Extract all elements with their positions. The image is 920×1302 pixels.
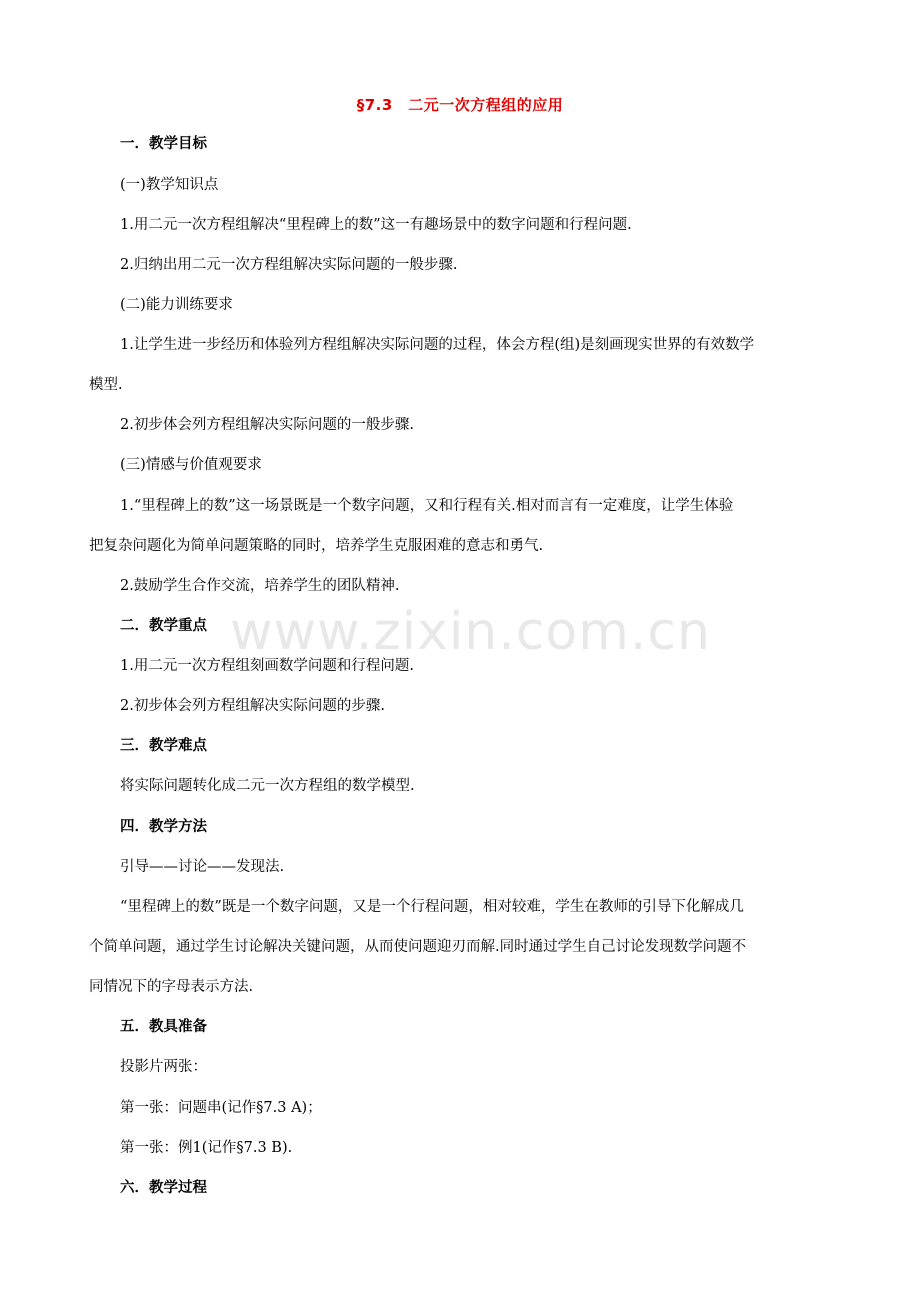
paragraph-line: 将实际问题转化成二元一次方程组的数学模型. [120,778,415,794]
paragraph-line: 1.“里程碑上的数”这一场景既是一个数字问题，又和行程有关.相对而言有一定难度，让学生体验 [120,498,734,514]
paragraph-line: 第一张：例1(记作§7.3 B). [120,1140,293,1156]
subheading-ability-requirements: (二)能力训练要求 [120,297,233,313]
subheading-emotion-values: (三)情感与价值观要求 [120,457,262,473]
paragraph-line: 模型. [89,377,123,393]
section-heading-teaching-process: 六．教学过程 [120,1180,207,1196]
paragraph-line: 2.初步体会列方程组解决实际问题的一般步骤. [120,417,414,433]
paragraph-line: 2.归纳出用二元一次方程组解决实际问题的一般步骤. [120,257,458,273]
paragraph-line: 1.让学生进一步经历和体验列方程组解决实际问题的过程，体会方程(组)是刻画现实世界的有效数学 [120,337,755,353]
paragraph-line: 同情况下的字母表示方法. [89,979,254,995]
paragraph-line: 2.鼓励学生合作交流，培养学生的团队精神. [120,578,400,594]
paragraph-line: 1.用二元一次方程组解决“里程碑上的数”这一有趣场景中的数字问题和行程问题. [120,217,632,233]
paragraph-line: 第一张：问题串(记作§7.3 A)； [120,1100,322,1116]
section-heading-key-points: 二．教学重点 [120,618,207,634]
paragraph-line: 1.用二元一次方程组刻画数学问题和行程问题. [120,658,414,674]
paragraph-line: 把复杂问题化为简单问题策略的同时，培养学生克服困难的意志和勇气. [89,538,544,554]
section-heading-objectives: 一．教学目标 [120,136,207,152]
paragraph-line: 投影片两张： [120,1059,207,1075]
paragraph-line: 2.初步体会列方程组解决实际问题的步骤. [120,698,385,714]
subheading-knowledge-points: (一)教学知识点 [120,177,219,193]
watermark: www.zixin.com.cn [230,602,711,662]
section-heading-difficulties: 三．教学难点 [120,738,207,754]
paragraph-line: 个简单问题，通过学生讨论解决关键问题，从而使问题迎刃而解.同时通过学生自己讨论发现数学问题不 [89,939,747,955]
document-title: §7.3 二元一次方程组的应用 [356,96,564,114]
paragraph-line: 引导——讨论——发现法. [120,859,285,875]
section-heading-teaching-aids: 五．教具准备 [120,1019,207,1035]
paragraph-line: “里程碑上的数”既是一个数字问题，又是一个行程问题，相对较难，学生在教师的引导下化解成几 [120,899,744,915]
section-heading-methods: 四．教学方法 [120,819,207,835]
